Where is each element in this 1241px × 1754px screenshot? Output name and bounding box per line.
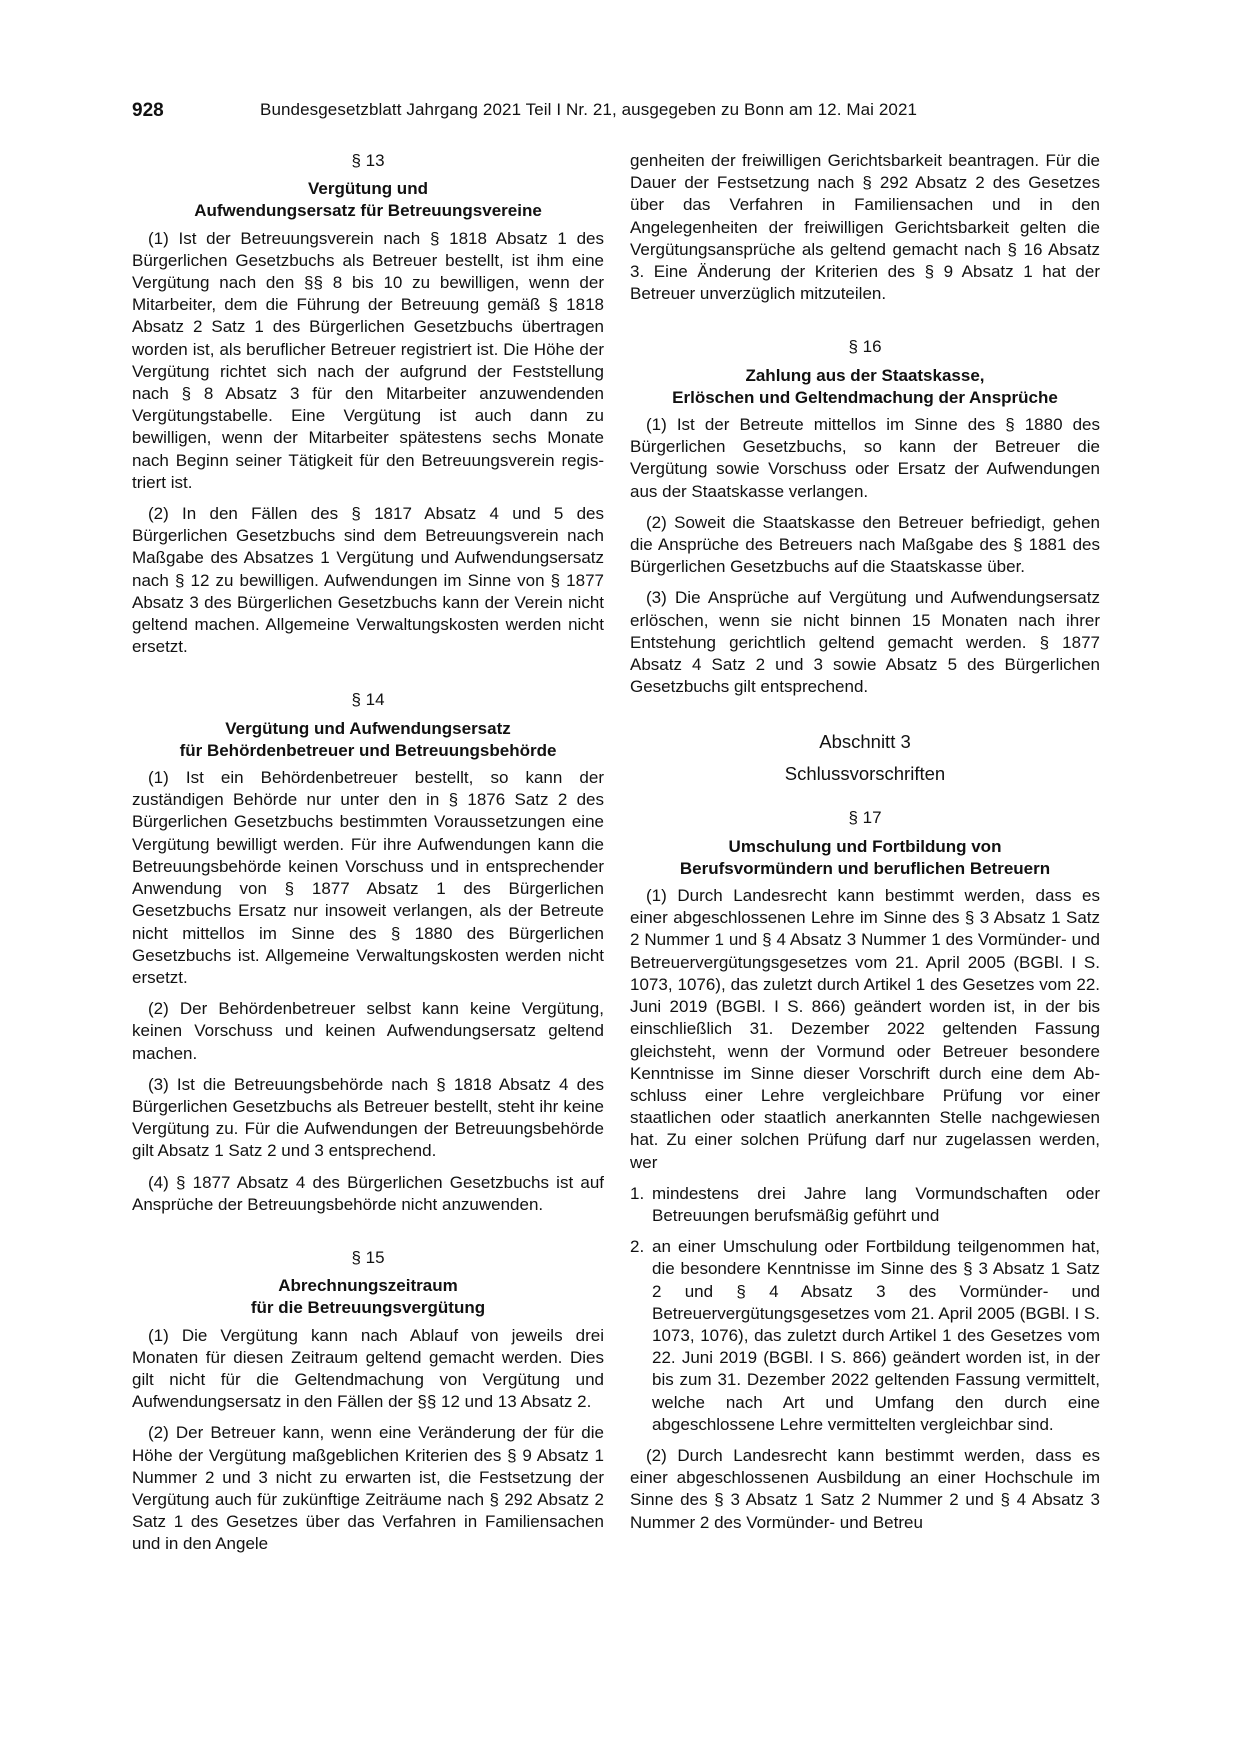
paragraph: (3) Ist die Betreuungsbehörde nach § 1818 Absatz 4 des Bürgerlichen Gesetzbuchs als Betreuer bestellt, steht ihr keine Vergütung zu. Für die Aufwendungen der Betreuungsbehörde gilt Absatz 1 Satz 2 und 3 entsprechend. xyxy=(132,1074,604,1161)
section-title xyxy=(630,836,1100,880)
section-number: § 14 xyxy=(351,690,385,710)
paragraph: (1) Ist ein Behördenbetreuer bestellt, so kann der zuständigen Behörde nur unter den in § 1876 Satz 2 des Bürgerlichen Gesetzbuchs bestimmten Voraussetzungen eine Vergütung bewilligt werden. Für ihre Aufwendungen kann die Betreuungsbehörde keinen Vorschuss und in entsprechender Anwendung von § 1877 Absatz 1 des Bürgerlichen Gesetzbuchs Ersatz nur insoweit verlangen, als der Betreute nicht mittellos im Sinne des § 1880 des Bürgerlichen Gesetzbuchs ist. Allgemeine Verwaltungskosten werden nicht ersetzt. xyxy=(132,768,604,987)
paragraph: (2) Der Betreuer kann, wenn eine Veränderung der für die Höhe der Vergütung maßgeblichen Kriterien des § 9 Absatz 1 Nummer 2 und 3 nicht zu erwarten ist, die Festsetzung der Vergütung auch für zukünftige Zeiträume nach § 292 Absatz 2 Satz 1 des Gesetzes über das Verfahren in Familiensachen und in den Angele xyxy=(132,1423,604,1554)
section-13 xyxy=(132,150,604,658)
section-title-line: Erlöschen und Geltendmachung der Ansprüche xyxy=(672,387,1058,407)
section-title-line: Abrechnungszeitraum xyxy=(278,1276,458,1296)
gazette-title: Bundesgesetzblatt Jahrgang 2021 Teil I Nr. 21, ausgegeben zu Bonn am 12. Mai 2021 xyxy=(260,100,918,119)
paragraph: (2) Der Behördenbetreuer selbst kann keine Vergütung, keinen Vorschuss und keinen Aufwendungsersatz geltend machen. xyxy=(132,999,604,1063)
right-column xyxy=(630,150,1100,1543)
numbered-list xyxy=(630,1183,1100,1436)
section-title xyxy=(132,1275,604,1319)
section-title-line: Aufwendungsersatz für Betreuungsvereine xyxy=(194,201,542,221)
section-title-line: Vergütung und Aufwendungsersatz xyxy=(225,718,511,738)
list-item xyxy=(630,1236,1100,1436)
section-title-line: Vergütung und xyxy=(308,179,428,199)
paragraph: (3) Die Ansprüche auf Vergütung und Aufwendungsersatz erlöschen, wenn sie nicht binnen 15 Monaten nach ihrer Entstehung gerichtlich geltend gemacht werden. § 1877 Absatz 4 Satz 2 und 3 sowie Absatz 5 des Bürgerlichen Gesetzbuchs gilt entsprechend. xyxy=(630,588,1100,697)
section-number: § 15 xyxy=(351,1247,385,1267)
chapter-title: Schlussvorschriften xyxy=(784,763,946,785)
section-title xyxy=(132,178,604,222)
section-14 xyxy=(132,689,604,1215)
list-item-text: mindestens drei Jahre lang Vormundschaften oder Betreuungen berufsmäßig geführt und xyxy=(652,1183,1100,1225)
list-item-number: 2. xyxy=(630,1237,645,1257)
section-15 xyxy=(132,1247,604,1556)
section-title xyxy=(132,718,604,762)
list-item-number: 1. xyxy=(630,1183,645,1203)
section-title xyxy=(630,365,1100,409)
paragraph: (1) Ist der Betreuungsverein nach § 1818 Absatz 1 des Bürgerlichen Gesetzbuchs als Betreuer bestellt, ist ihm eine Vergütung nach den §§ 8 bis 10 zu bewilligen, wenn der Mitarbeiter, dem die Führung der Betreuung gemäß § 1818 Absatz 2 Satz 1 des Bürgerlichen Gesetzbuchs übertragen worden ist, als beruflicher Betreuer registriert ist. Die Höhe der Vergütung richtet sich nach der aufgrund der Feststellung nach § 8 Absatz 3 für den Mitarbeiter anzuwendenden Vergütungstabelle. Eine Vergütung ist auch dann zu bewilligen, wenn der Mitarbeiter spätestens sechs Monate nach Beginn seiner Tätigkeit für den Betreuungsverein registriert ist. xyxy=(132,228,604,492)
chapter-number: Abschnitt 3 xyxy=(819,731,911,753)
paragraph: (1) Durch Landesrecht kann bestimmt werden, dass es einer abgeschlossenen Lehre im Sinne des § 3 Absatz 1 Satz 2 Nummer 1 und § 4 Absatz 3 Nummer 1 des Vormünder- und Betreuervergütungsgesetzes vom 21. April 2005 (BGBl. I S. 1073, 1076), das zuletzt durch Artikel 1 des Gesetzes vom 22. Juni 2019 (BGBl. I S. 866) geändert worden ist, in der bis einschließlich 31. Dezember 2022 geltenden Fassung gleichsteht, wenn der Vormund oder Betreuer besondere Kenntnisse im Sinne dieser Vorschrift durch eine dem Abschluss einer Lehre vergleichbare Prüfung vor einer staatlichen oder staatlich anerkannten Stelle nachgewiesen hat. Zu einer solchen Prüfung darf nur zugelassen werden, wer xyxy=(630,886,1100,1172)
paragraph: (1) Die Vergütung kann nach Ablauf von jeweils drei Monaten für diesen Zeitraum geltend gemacht werden. Dies gilt nicht für die Geltendmachung von Vergütung und Aufwendungsersatz in den Fällen der §§ 12 und 13 Absatz 2. xyxy=(132,1325,604,1412)
list-item xyxy=(630,1183,1100,1227)
paragraph-continued: genheiten der freiwilligen Gerichtsbarkeit beantragen. Für die Dauer der Festsetzung nach § 292 Absatz 2 des Gesetzes über das Verfahren in Familiensachen und in den Angelegenheiten der freiwilligen Gerichtsbarkeit gelten die Vergütungsansprüche als geltend gemacht nach § 16 Absatz 3. Eine Änderung der Kriterien des § 9 Absatz 1 hat der Betreuer unverzüglich mitzuteilen. xyxy=(630,151,1100,304)
paragraph: (2) Durch Landesrecht kann bestimmt werden, dass es einer abgeschlossenen Ausbildung an einer Hochschule im Sinne des § 3 Absatz 1 Satz 2 Nummer 2 und § 4 Absatz 3 Nummer 2 des Vormünder- und Betreu xyxy=(630,1445,1100,1532)
section-number: § 17 xyxy=(848,808,882,828)
paragraph: (2) Soweit die Staatskasse den Betreuer befriedigt, gehen die Ansprüche des Betreuers nach Maßgabe des § 1881 des Bürgerlichen Gesetzbuchs auf die Staatskasse über. xyxy=(630,512,1100,577)
paragraph: (4) § 1877 Absatz 4 des Bürgerlichen Gesetzbuchs ist auf Ansprüche der Betreuungsbehörde nicht anzuwenden. xyxy=(132,1172,604,1214)
left-column xyxy=(132,150,604,1565)
section-title-line: Umschulung und Fortbildung von xyxy=(728,836,1002,856)
paragraph: (2) In den Fällen des § 1817 Absatz 4 und 5 des Bürgerlichen Gesetzbuchs sind dem Betreuungsverein nach Maßgabe des Absatzes 1 Vergütung und Aufwendungsersatz nach § 12 zu bewilligen. Aufwendungen im Sinne von § 1877 Absatz 3 des Bürgerlichen Gesetzbuchs kann der Verein nicht geltend machen. Allgemeine Verwaltungskosten werden nicht ersetzt. xyxy=(132,504,604,657)
section-16 xyxy=(630,336,1100,698)
page-header xyxy=(132,100,1107,124)
section-number: § 16 xyxy=(848,337,882,357)
section-title-line: für Behördenbetreuer und Betreuungsbehörde xyxy=(179,740,557,760)
paragraph: (1) Ist der Betreute mittellos im Sinne des § 1880 des Bürgerlichen Gesetzbuchs, so kann der Betreuer die Vergütung sowie Vorschuss oder Ersatz der Aufwendungen aus der Staatskasse verlangen. xyxy=(630,415,1100,501)
section-title-line: für die Betreuungsvergütung xyxy=(250,1298,486,1318)
page-number: 928 xyxy=(132,100,164,121)
section-17 xyxy=(630,807,1100,1533)
section-title-line: Berufsvormündern und beruflichen Betreuern xyxy=(679,858,1051,878)
section-title-line: Zahlung aus der Staatskasse, xyxy=(745,365,985,385)
section-number: § 13 xyxy=(351,151,385,170)
list-item-text: an einer Umschulung oder Fortbildung teilgenommen hat, die besondere Kenntnisse im Sinne des § 3 Absatz 1 Satz 2 und § 4 Absatz 3 des Vormünder- und Betreuervergütungsgesetzes vom 21. April 2005 (BGBl. I S. 1073, 1076), das zuletzt durch Artikel 1 des Gesetzes vom 22. Juni 2019 (BGBl. I S. 866) geändert worden ist, in der bis zum 31. Dezember 2022 geltenden Fassung vermittelt, welche nach Art und Umfang den durch eine abgeschlossene Lehre vermittelten vergleichbar sind. xyxy=(652,1237,1100,1434)
